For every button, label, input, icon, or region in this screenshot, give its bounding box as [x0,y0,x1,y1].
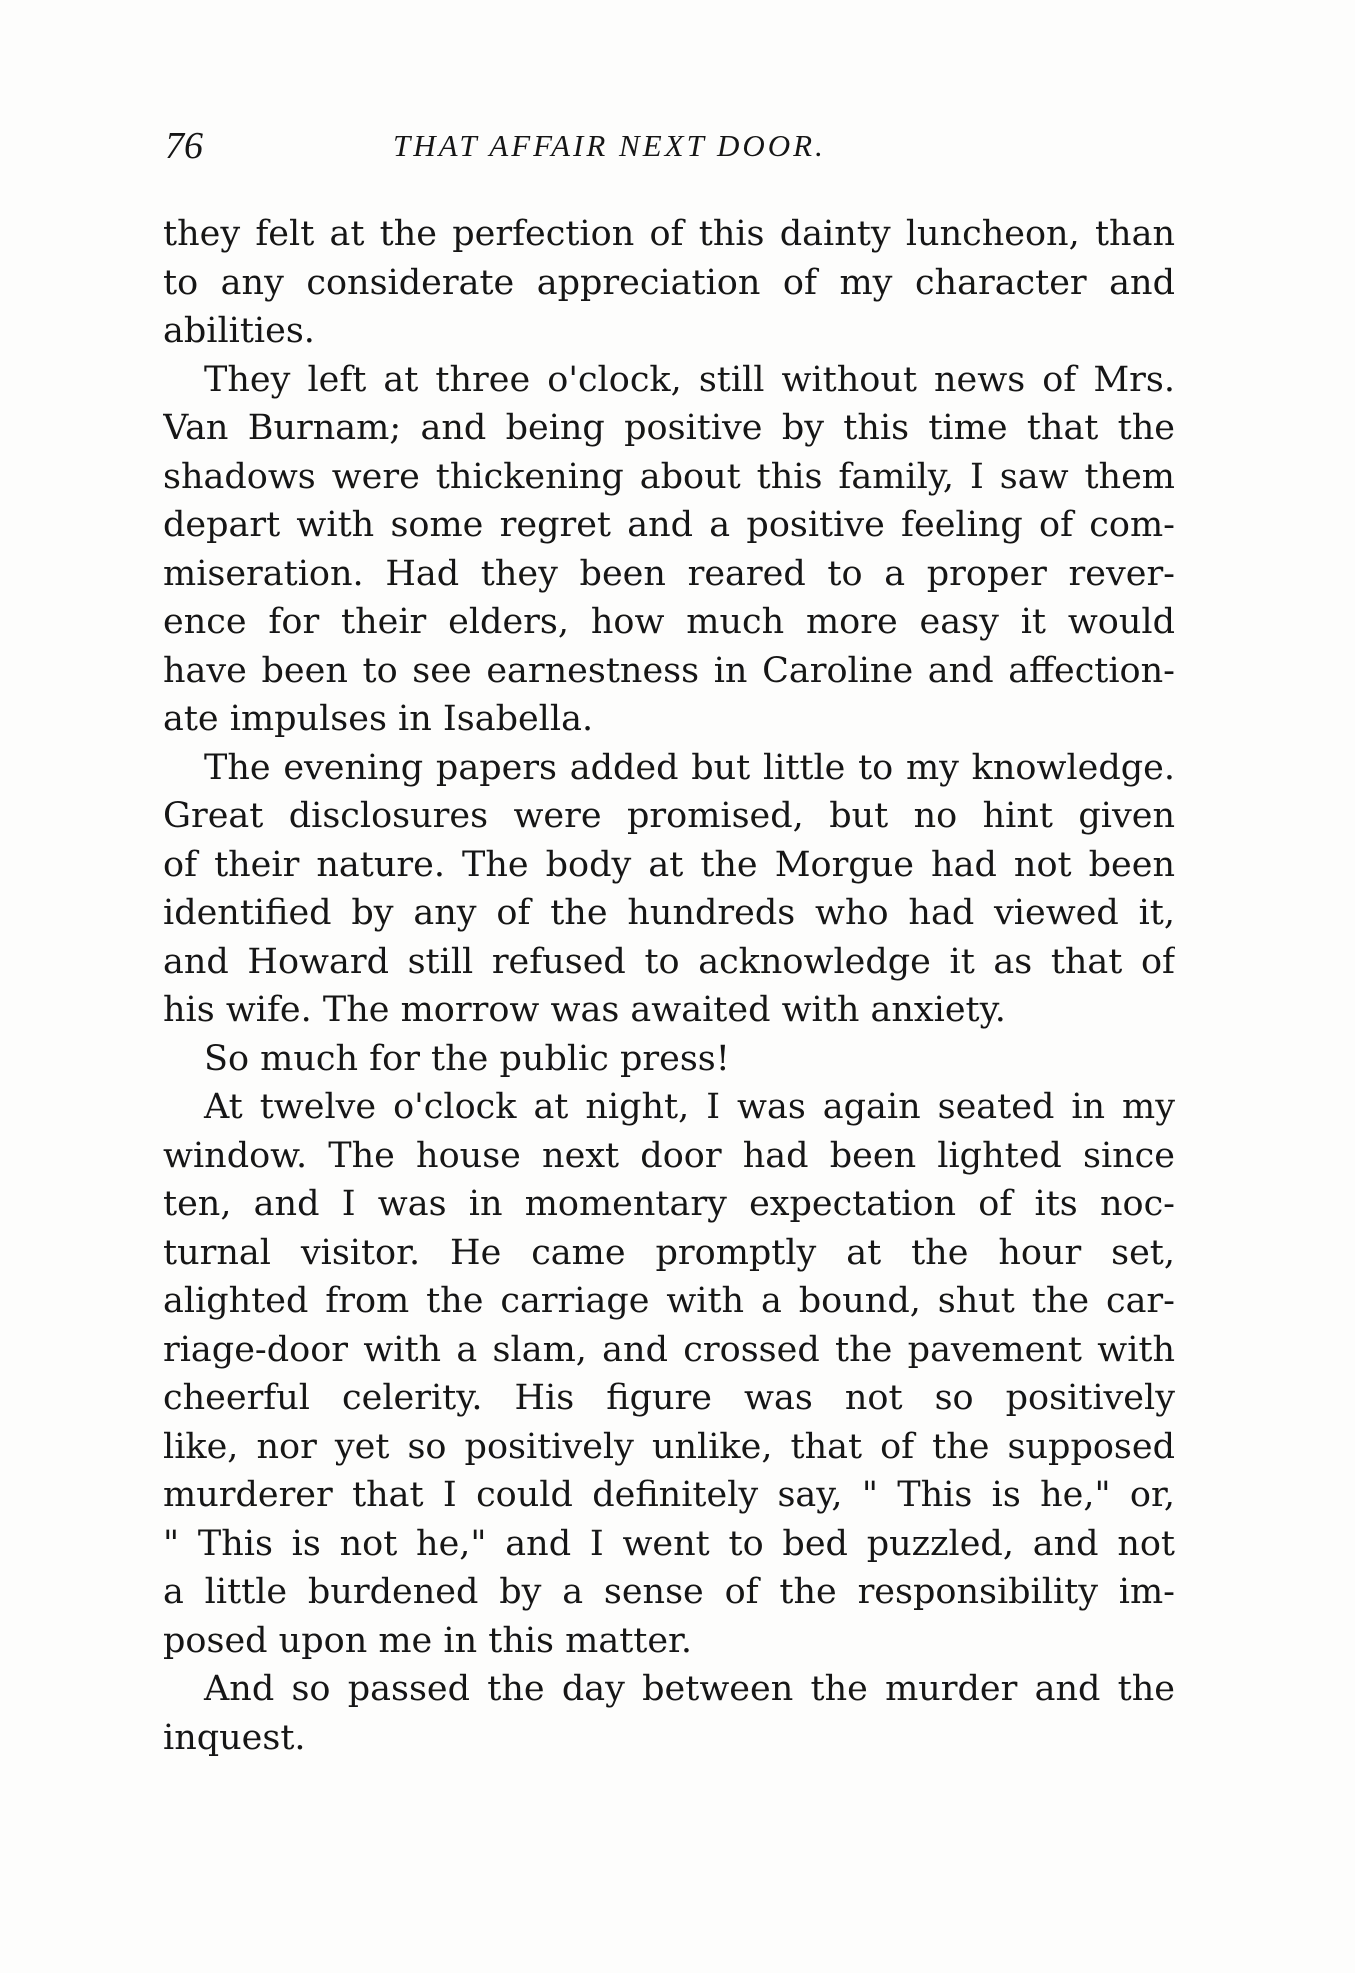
text-line: they felt at the perfection of this dainty luncheon, than [163,214,1175,254]
text-line: And so passed the day between the murder and the [204,1669,1175,1709]
text-line: turnal visitor. He came promptly at the hour set, [163,1232,1175,1273]
text-line: ate impulses in Isabella. [163,699,594,739]
page-header [165,124,1165,184]
text-line: ence for their elders, how much more easy it would [163,602,1175,642]
text-line: his wife. The morrow was awaited with anxiety. [163,990,1006,1030]
text-line: The evening papers added but little to my knowledge. [204,747,1175,788]
text-line: ten, and I was in momentary expectation of its noc- [163,1184,1175,1224]
running-title: THAT AFFAIR NEXT DOOR. [393,128,826,163]
text-line: abilities. [163,311,315,351]
text-line: depart with some regret and a positive feeling of com- [163,505,1175,545]
text-line: So much for the public press! [204,1038,730,1079]
text-line: Great disclosures were promised, but no hint given [163,796,1175,836]
text-line: like, nor yet so positively unlike, that of the supposed [163,1426,1175,1467]
text-line: murderer that I could definitely say, " This is he," or, [163,1475,1175,1515]
text-line: of their nature. The body at the Morgue had not been [163,844,1175,885]
text-line: Van Burnam; and being positive by this time that the [163,408,1175,448]
text-line: alighted from the carriage with a bound, shut the car- [163,1281,1175,1321]
text-line: cheerful celerity. His figure was not so positively [163,1378,1175,1418]
text-line: posed upon me in this matter. [163,1620,693,1661]
text-line: to any considerate appreciation of my character and [163,262,1175,303]
body-text [163,210,1175,1762]
text-line: At twelve o'clock at night, I was again seated in my [204,1087,1175,1127]
text-line: shadows were thickening about this family, I saw them [163,456,1175,497]
text-line: have been to see earnestness in Caroline and affection- [163,650,1175,691]
text-line: and Howard still refused to acknowledge it as that of [163,941,1175,982]
text-line: a little burdened by a sense of the responsibility im- [163,1572,1175,1612]
text-line: inquest. [163,1717,306,1758]
text-line: miseration. Had they been reared to a proper rever- [163,553,1175,594]
text-line: identified by any of the hundreds who had viewed it, [163,893,1175,933]
text-line: They left at three o'clock, still without news of Mrs. [204,359,1175,400]
text-line: window. The house next door had been lighted since [163,1135,1175,1176]
text-line: " This is not he," and I went to bed puzzled, and not [163,1523,1175,1564]
text-line: riage-door with a slam, and crossed the pavement with [163,1329,1175,1370]
page-number: 76 [165,125,203,167]
